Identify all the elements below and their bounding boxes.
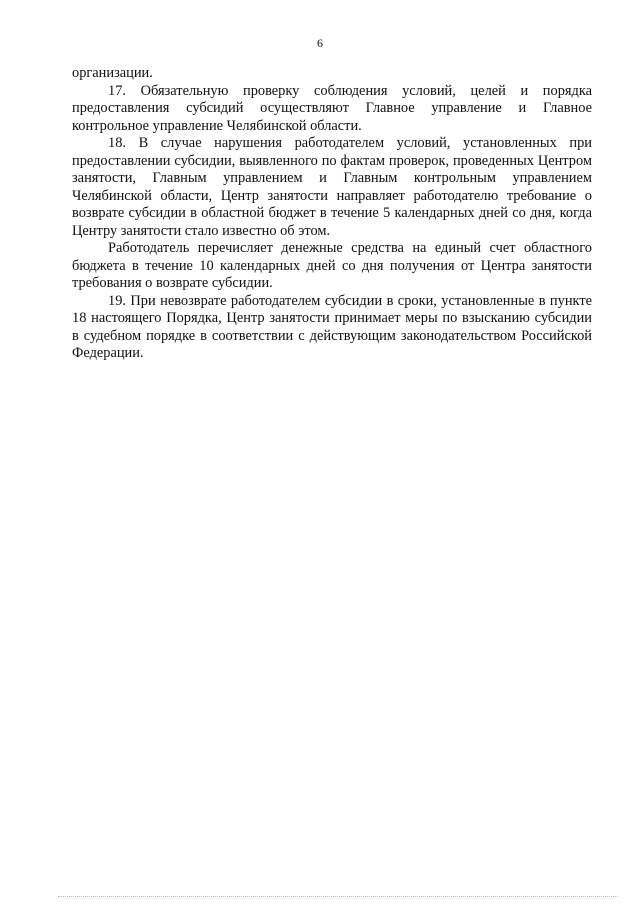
bottom-scan-rule [58,896,618,897]
paragraph-17: 17. Обязательную проверку соблюдения условий, целей и порядка предоставления субсидий осуществляют Главное управление и Главное контрольное управление Челябинской области. [72,82,592,134]
page-number: 6 [317,36,323,50]
paragraph-18: 18. В случае нарушения работодателем условий, установленных при предоставлении субсидии, выявленного по фактам проверок, проведенных Центром занятости, Главным управлением и Главным контрольным управлением Челябинской области, Центр занятости направляет работодателю требование о возврате субсидии в областной бюджет в течение 5 календарных дней со дня, когда Центру занятости стало известно об этом. [72,135,592,239]
paragraph-18-payment: Работодатель перечисляет денежные средства на единый счет областного бюджета в течение 10 календарных дней со дня получения от Центра занятости требования о возврате субсидии. [72,240,592,291]
paragraph-continuation: организации. [72,65,153,81]
paragraph-19: 19. При невозврате работодателем субсидии в сроки, установленные в пункте 18 настоящего Порядка, Центр занятости принимает меры по взысканию субсидии в судебном порядке в соответствии с действующим законодательством Российской Федерации. [72,292,592,361]
document-body [72,65,592,363]
